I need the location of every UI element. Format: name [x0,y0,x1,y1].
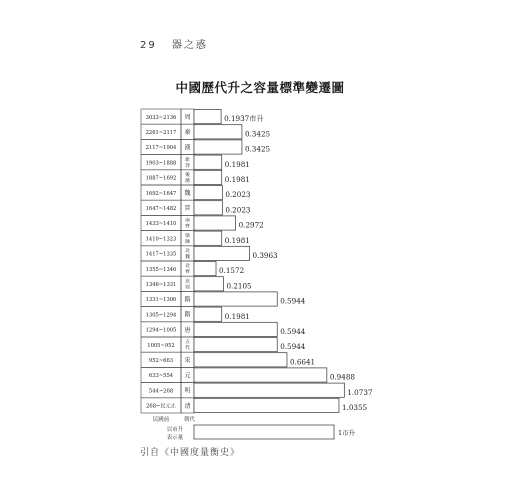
dynasty-label: 元 [184,372,191,380]
value-label: 0.3425 [244,144,271,154]
value-label: 0.1572 [219,266,245,276]
dynasty-label: 晉 [184,205,191,213]
bar [194,398,339,412]
year-label: 544~268 [148,388,174,395]
year-label: 1433~1410 [145,221,177,228]
year-label: 268~民元止 [146,403,176,410]
legend-value-label: 1市升 [338,429,356,437]
dynasty-label: 漢 [184,144,191,152]
value-label: 0.1981 [224,175,250,184]
legend-caption: 以市升 [166,427,184,433]
value-label: 0.5944 [280,342,306,352]
value-label: 1.0737 [347,387,373,397]
bar [194,262,216,276]
bar [194,292,277,306]
year-label: 1305~1294 [145,312,177,319]
dynasty-label: 周 [184,114,191,121]
bar [194,353,287,367]
legend-caption: 表示量 [166,435,184,441]
year-label: 1692~1647 [145,190,177,197]
value-label: 0.1981 [224,159,250,169]
legend-bar [194,425,334,439]
value-label: 0.5944 [280,327,306,336]
bar [194,383,344,397]
year-label: 1294~1005 [145,327,177,334]
year-label: 3033~2136 [145,114,177,121]
source-note: 引自《中國度量衡史》 [140,448,241,458]
bar [194,338,277,352]
bar [194,201,222,215]
year-label: 2117~1904 [145,145,177,152]
value-label: 0.1937市升 [224,114,264,124]
value-label: 1.0355 [341,403,368,412]
year-label: 1005~952 [147,342,175,349]
dynasty-label: 宋 [184,357,191,365]
dynasty-label: 梁 [185,233,190,239]
dynasty-label: 後 [185,173,190,178]
dynasty-label: 清 [184,402,191,410]
dynasty-label: 齊 [185,224,190,230]
dynasty-label: 莽 [185,163,190,169]
dynasty-label: 隋 [184,296,191,304]
year-label: 1417~1335 [145,251,177,258]
bar [194,110,221,124]
bar [194,277,223,291]
page-number: 29 [140,40,157,51]
dynasty-label: 南 [185,218,190,224]
value-label: 0.1981 [224,235,250,245]
year-label: 952~663 [148,358,174,364]
dynasty-label: 魏 [185,255,190,260]
year-label: 1331~1306 [145,297,177,304]
dynasty-label: 唐 [184,326,191,334]
value-label: 0.6641 [289,357,316,367]
bar [194,231,222,245]
value-label: 0.3425 [244,129,271,139]
dynasty-label: 魏 [184,190,191,197]
bar [194,170,222,184]
year-label: 2261~2117 [145,130,177,136]
value-label: 0.3963 [252,251,278,260]
dynasty-label: 秦 [184,129,191,137]
value-label: 0.2105 [226,281,252,291]
bar [194,246,249,260]
value-label: 0.5944 [280,296,306,306]
dynasty-label: 代 [185,346,190,352]
year-label: 1887~1692 [145,175,177,182]
dynasty-label: 陳 [185,239,190,245]
year-label: 1355~1346 [145,266,177,273]
footer-dynasty-label: 朝代 [184,417,195,423]
value-label: 0.2972 [238,220,264,230]
footer-years-label: 民國前 [152,417,170,423]
dynasty-label: 北 [185,264,190,270]
year-label: 1410~1323 [145,236,177,243]
chart-title: 中國歷代升之容量標準變遷圖 [175,80,345,95]
year-label: 1903~1888 [145,160,177,167]
bar [194,140,242,154]
value-label: 0.1981 [224,311,250,321]
dynasty-label: 齊 [185,270,190,276]
dynasty-label: 北 [185,249,190,254]
dynasty-label: 漢 [185,179,190,184]
year-label: 633~554 [148,373,174,380]
value-label: 0.2023 [225,205,251,215]
value-label: 0.2023 [225,190,251,200]
bar [194,216,236,230]
bar [194,322,277,336]
running-title: 器之惑 [171,40,208,51]
value-label: 0.9488 [329,372,355,382]
dynasty-label: 北 [185,279,190,285]
year-label: 1346~1331 [145,282,177,288]
bar [194,186,222,200]
dynasty-label: 明 [184,387,191,395]
bar [194,125,242,139]
year-label: 1647~1482 [145,206,177,212]
dynasty-label: 五 [185,340,190,346]
dynasty-label: 新 [185,157,190,163]
bar [194,155,222,169]
dynasty-label: 周 [185,285,190,291]
bar [194,307,222,321]
dynasty-label: 隋 [184,311,191,319]
bar [194,368,327,382]
